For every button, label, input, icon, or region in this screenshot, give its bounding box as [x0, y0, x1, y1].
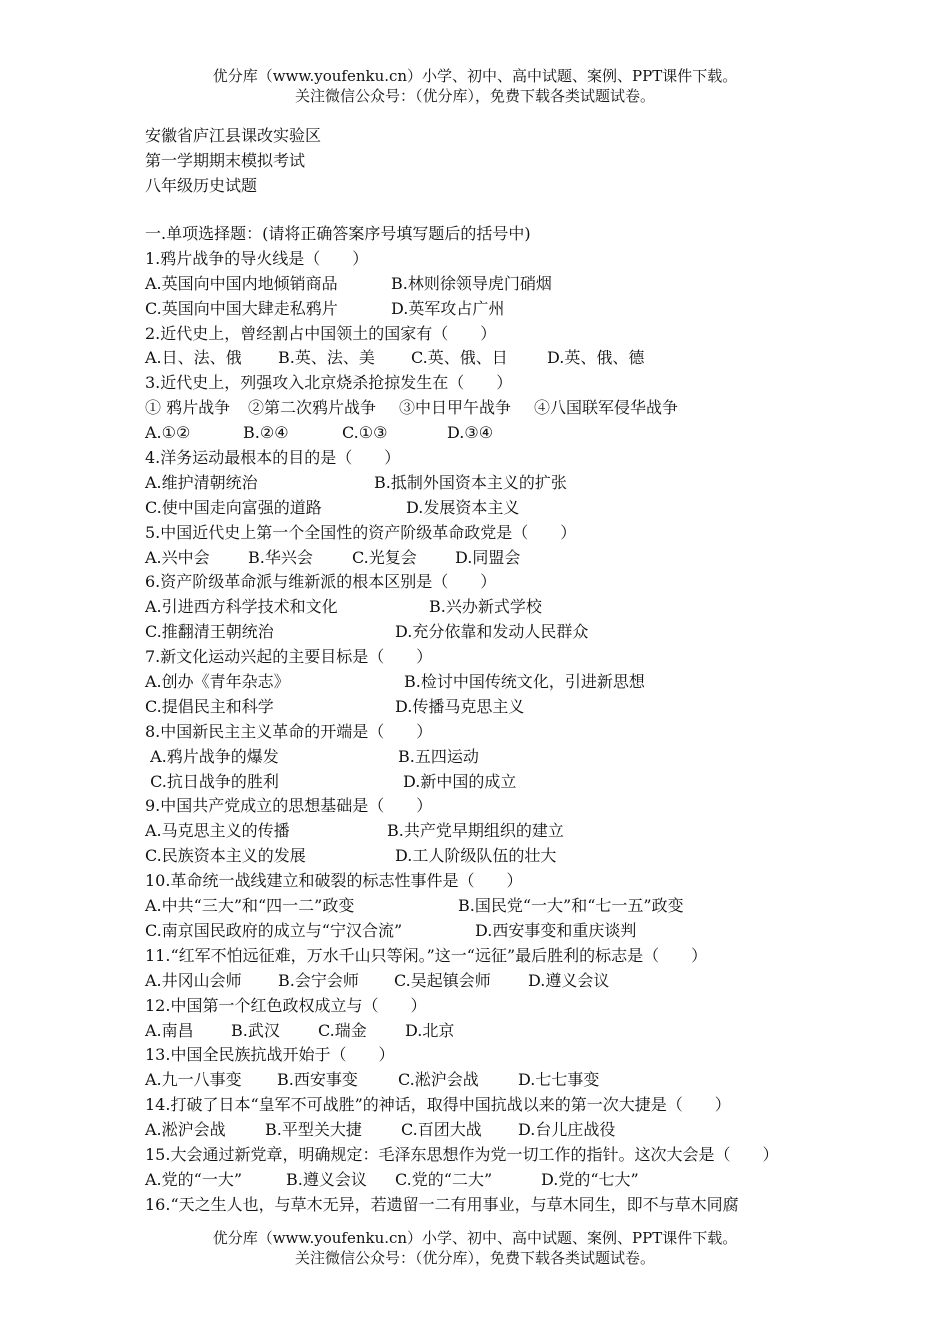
option-row	[145, 1068, 845, 1093]
option-row	[145, 595, 845, 620]
question-stem: 14.打破了日本“皇军不可战胜”的神话，取得中国抗战以来的第一次大捷是（ ）	[145, 1095, 731, 1115]
answer-option: D.英、俄、德	[547, 348, 645, 368]
answer-option: B.会宁会师	[278, 970, 359, 990]
question-stem: 7.新文化运动兴起的主要目标是（ ）	[145, 647, 433, 667]
question-stem: 12.中国第一个红色政权成立与（ ）	[145, 995, 427, 1015]
answer-option: A.日、法、俄	[145, 348, 242, 368]
answer-option: A.创办《青年杂志》	[145, 672, 290, 692]
answer-option: A.马克思主义的传播	[145, 821, 290, 841]
option-row	[145, 969, 845, 994]
option-row	[145, 496, 845, 521]
answer-option: B.②④	[243, 423, 289, 443]
answer-option: C.瑞金	[318, 1020, 367, 1040]
answer-option: A.淞沪会战	[145, 1120, 226, 1140]
answer-option: C.①③	[342, 423, 388, 443]
header-line-1: 优分库（www.youfenku.cn）小学、初中、高中试题、案例、PPT课件下载。	[212, 67, 738, 85]
question-stem: 13.中国全民族抗战开始于（ ）	[145, 1045, 395, 1065]
answer-option: D.遵义会议	[528, 970, 610, 990]
answer-option: B.林则徐领导虎门硝烟	[391, 273, 552, 293]
exam-name: 第一学期期末模拟考试	[145, 151, 306, 170]
answer-option: D.发展资本主义	[406, 497, 520, 517]
answer-option: D.北京	[405, 1020, 455, 1040]
option-row	[145, 919, 845, 944]
answer-option: ① 鸦片战争	[145, 398, 231, 418]
exam-region: 安徽省庐江县课改实验区	[145, 126, 322, 145]
answer-option: B.国民党“一大”和“七一五”政变	[458, 896, 684, 916]
answer-option: D.新中国的成立	[403, 771, 517, 791]
option-row	[145, 745, 845, 770]
answer-option: C.英国向中国大肆走私鸦片	[145, 298, 338, 318]
answer-option: A.鸦片战争的爆发	[145, 746, 279, 766]
answer-option: C.党的“二大”	[395, 1169, 493, 1189]
question-stem: 15.大会通过新党章，明确规定：毛泽东思想作为党一切工作的指针。这次大会是（ ）	[145, 1144, 779, 1164]
option-row	[145, 471, 845, 496]
option-row	[145, 346, 845, 371]
answer-option: D.西安事变和重庆谈判	[475, 920, 637, 940]
question-stem: 9.中国共产党成立的思想基础是（ ）	[145, 796, 433, 816]
answer-option: A.英国向中国内地倾销商品	[145, 273, 338, 293]
question-stem: 4.洋务运动最根本的目的是（ ）	[145, 448, 401, 468]
answer-option: C.民族资本主义的发展	[145, 846, 306, 866]
answer-option: ②第二次鸦片战争	[248, 398, 377, 418]
question-stem: 10.革命统一战线建立和破裂的标志性事件是（ ）	[145, 871, 523, 891]
header-line-2: 关注微信公众号：（优分库），免费下载各类试题试卷。	[294, 87, 655, 105]
option-row	[145, 1118, 845, 1143]
answer-option: A.引进西方科学技术和文化	[145, 597, 338, 617]
option-row	[145, 272, 845, 297]
answer-option: C.推翻清王朝统治	[145, 622, 274, 642]
exam-title-block	[145, 123, 321, 198]
answer-option: A.党的“一大”	[145, 1169, 243, 1189]
answer-option: D.党的“七大”	[541, 1169, 639, 1189]
answer-option: ③中日甲午战争	[399, 398, 512, 418]
answer-option: A.南昌	[145, 1020, 194, 1040]
answer-option: A.维护清朝统治	[145, 472, 258, 492]
answer-option: A.①②	[145, 423, 191, 443]
answer-option: D.③④	[447, 423, 494, 443]
option-row	[145, 396, 845, 421]
question-stem: 5.中国近代史上第一个全国性的资产阶级革命政党是（ ）	[145, 522, 577, 542]
option-row	[145, 421, 845, 446]
answer-option: B.西安事变	[277, 1070, 358, 1090]
answer-option: A.兴中会	[145, 547, 210, 567]
question-section	[145, 222, 845, 1218]
answer-option: D.七七事变	[518, 1070, 600, 1090]
answer-option: D.台儿庄战役	[518, 1120, 616, 1140]
option-row	[145, 844, 845, 869]
answer-option: A.九一八事变	[145, 1070, 242, 1090]
section-heading: 一.单项选择题：(请将正确答案序号填写题后的括号中)	[145, 224, 531, 243]
answer-option: B.抵制外国资本主义的扩张	[374, 472, 567, 492]
answer-option: B.遵义会议	[286, 1169, 367, 1189]
option-row	[145, 1168, 845, 1193]
answer-option: ④八国联军侵华战争	[534, 398, 679, 418]
question-stem: 2.近代史上，曾经割占中国领土的国家有（ ）	[145, 323, 497, 343]
question-stem: 11.“红军不怕远征难，万水千山只等闲。”这一“远征”最后胜利的标志是（ ）	[145, 945, 708, 965]
option-row	[145, 695, 845, 720]
answer-option: C.英、俄、日	[411, 348, 508, 368]
option-row	[145, 1019, 845, 1044]
exam-subject: 八年级历史试题	[145, 176, 258, 195]
option-row	[145, 297, 845, 322]
answer-option: D.工人阶级队伍的壮大	[395, 846, 557, 866]
answer-option: D.英军攻占广州	[391, 298, 505, 318]
answer-option: B.华兴会	[248, 547, 313, 567]
option-row	[145, 770, 845, 795]
question-stem: 6.资产阶级革命派与维新派的根本区别是（ ）	[145, 572, 497, 592]
answer-option: C.抗日战争的胜利	[145, 771, 279, 791]
answer-option: C.提倡民主和科学	[145, 696, 274, 716]
answer-option: C.淞沪会战	[398, 1070, 479, 1090]
footer-line-1: 优分库（www.youfenku.cn）小学、初中、高中试题、案例、PPT课件下载。	[212, 1229, 738, 1247]
answer-option: B.平型关大捷	[265, 1120, 362, 1140]
option-row	[145, 894, 845, 919]
answer-option: C.吴起镇会师	[394, 970, 491, 990]
option-row	[145, 546, 845, 571]
answer-option: B.五四运动	[398, 746, 479, 766]
answer-option: B.检讨中国传统文化，引进新思想	[404, 672, 645, 692]
question-stem: 8.中国新民主主义革命的开端是（ ）	[145, 721, 433, 741]
answer-option: B.武汉	[231, 1020, 280, 1040]
answer-option: D.充分依靠和发动人民群众	[395, 622, 589, 642]
question-stem: 16.“天之生人也，与草木无异，若遗留一二有用事业，与草木同生，即不与草木同腐	[145, 1194, 739, 1214]
answer-option: C.百团大战	[401, 1120, 482, 1140]
answer-option: D.同盟会	[455, 547, 521, 567]
option-row	[145, 670, 845, 695]
answer-option: B.英、法、美	[278, 348, 375, 368]
answer-option: C.使中国走向富强的道路	[145, 497, 322, 517]
answer-option: C.南京国民政府的成立与“宁汉合流”	[145, 920, 403, 940]
option-row	[145, 620, 845, 645]
question-stem: 3.近代史上，列强攻入北京烧杀抢掠发生在（ ）	[145, 373, 513, 393]
answer-option: A.中共“三大”和“四一二”政变	[145, 896, 355, 916]
question-stem: 1.鸦片战争的导火线是（ ）	[145, 248, 369, 268]
answer-option: B.共产党早期组织的建立	[387, 821, 564, 841]
answer-option: D.传播马克思主义	[395, 696, 525, 716]
answer-option: C.光复会	[352, 547, 417, 567]
page-footer	[0, 1228, 950, 1268]
footer-line-2: 关注微信公众号：（优分库），免费下载各类试题试卷。	[294, 1249, 655, 1267]
answer-option: A.井冈山会师	[145, 970, 242, 990]
option-row	[145, 819, 845, 844]
page-header	[0, 66, 950, 106]
answer-option: B.兴办新式学校	[429, 597, 542, 617]
